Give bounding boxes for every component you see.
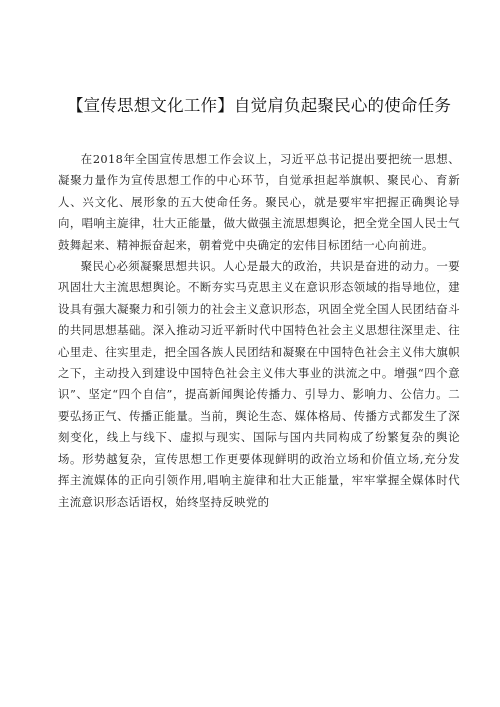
document-title: 【宣传思想文化工作】自觉肩负起聚民心的使命任务: [66, 96, 452, 115]
body-paragraph: 在2018年全国宣传思想工作会议上，习近平总书记提出要把统一思想、凝聚力量作为宣传思想工作的中心环节，自觉承担起举旗帜、聚民心、育新人、兴文化、展形象的五大使命任务。聚民心，就是要牢牢把握正确舆论导向，唱响主旋律，壮大正能量，做大做强主流思想舆论，把全党全国人民士气鼓舞起来、精神振奋起来，朝着党中央确定的宏伟目标团结一心向前进。: [58, 152, 460, 252]
body-paragraph: 聚民心必须凝聚思想共识。人心是最大的政治，共识是奋进的动力。一要巩固壮大主流思想舆论。不断夯实马克思主义在意识形态领域的指导地位，建设具有强大凝聚力和引领力的社会主义意识形态，巩固全党全国人民团结奋斗的共同思想基础。深入推动习近平新时代中国特色社会主义思想往深里走、往心里走、往实里走，把全国各族人民团结和凝聚在中国特色社会主义伟大旗帜之下，主动投入到建设中国特色社会主义伟大事业的洪流之中。增强“四个意识”、坚定“四个自信”，提高新闻舆论传播力、引导力、影响力、公信力。二要弘扬正气、传播正能量。当前，舆论生态、媒体格局、传播方式都发生了深刻变化，线上与线下、虚拟与现实、国际与国内共同构成了纷繁复杂的舆论场。形势越复杂，宣传思想工作更要体现鲜明的政治立场和价值立场,充分发挥主流媒体的正向引领作用,唱响主旋律和壮大正能量，牢牢掌握全媒体时代主流意识形态话语权，始终坚持反映党的: [58, 259, 460, 509]
